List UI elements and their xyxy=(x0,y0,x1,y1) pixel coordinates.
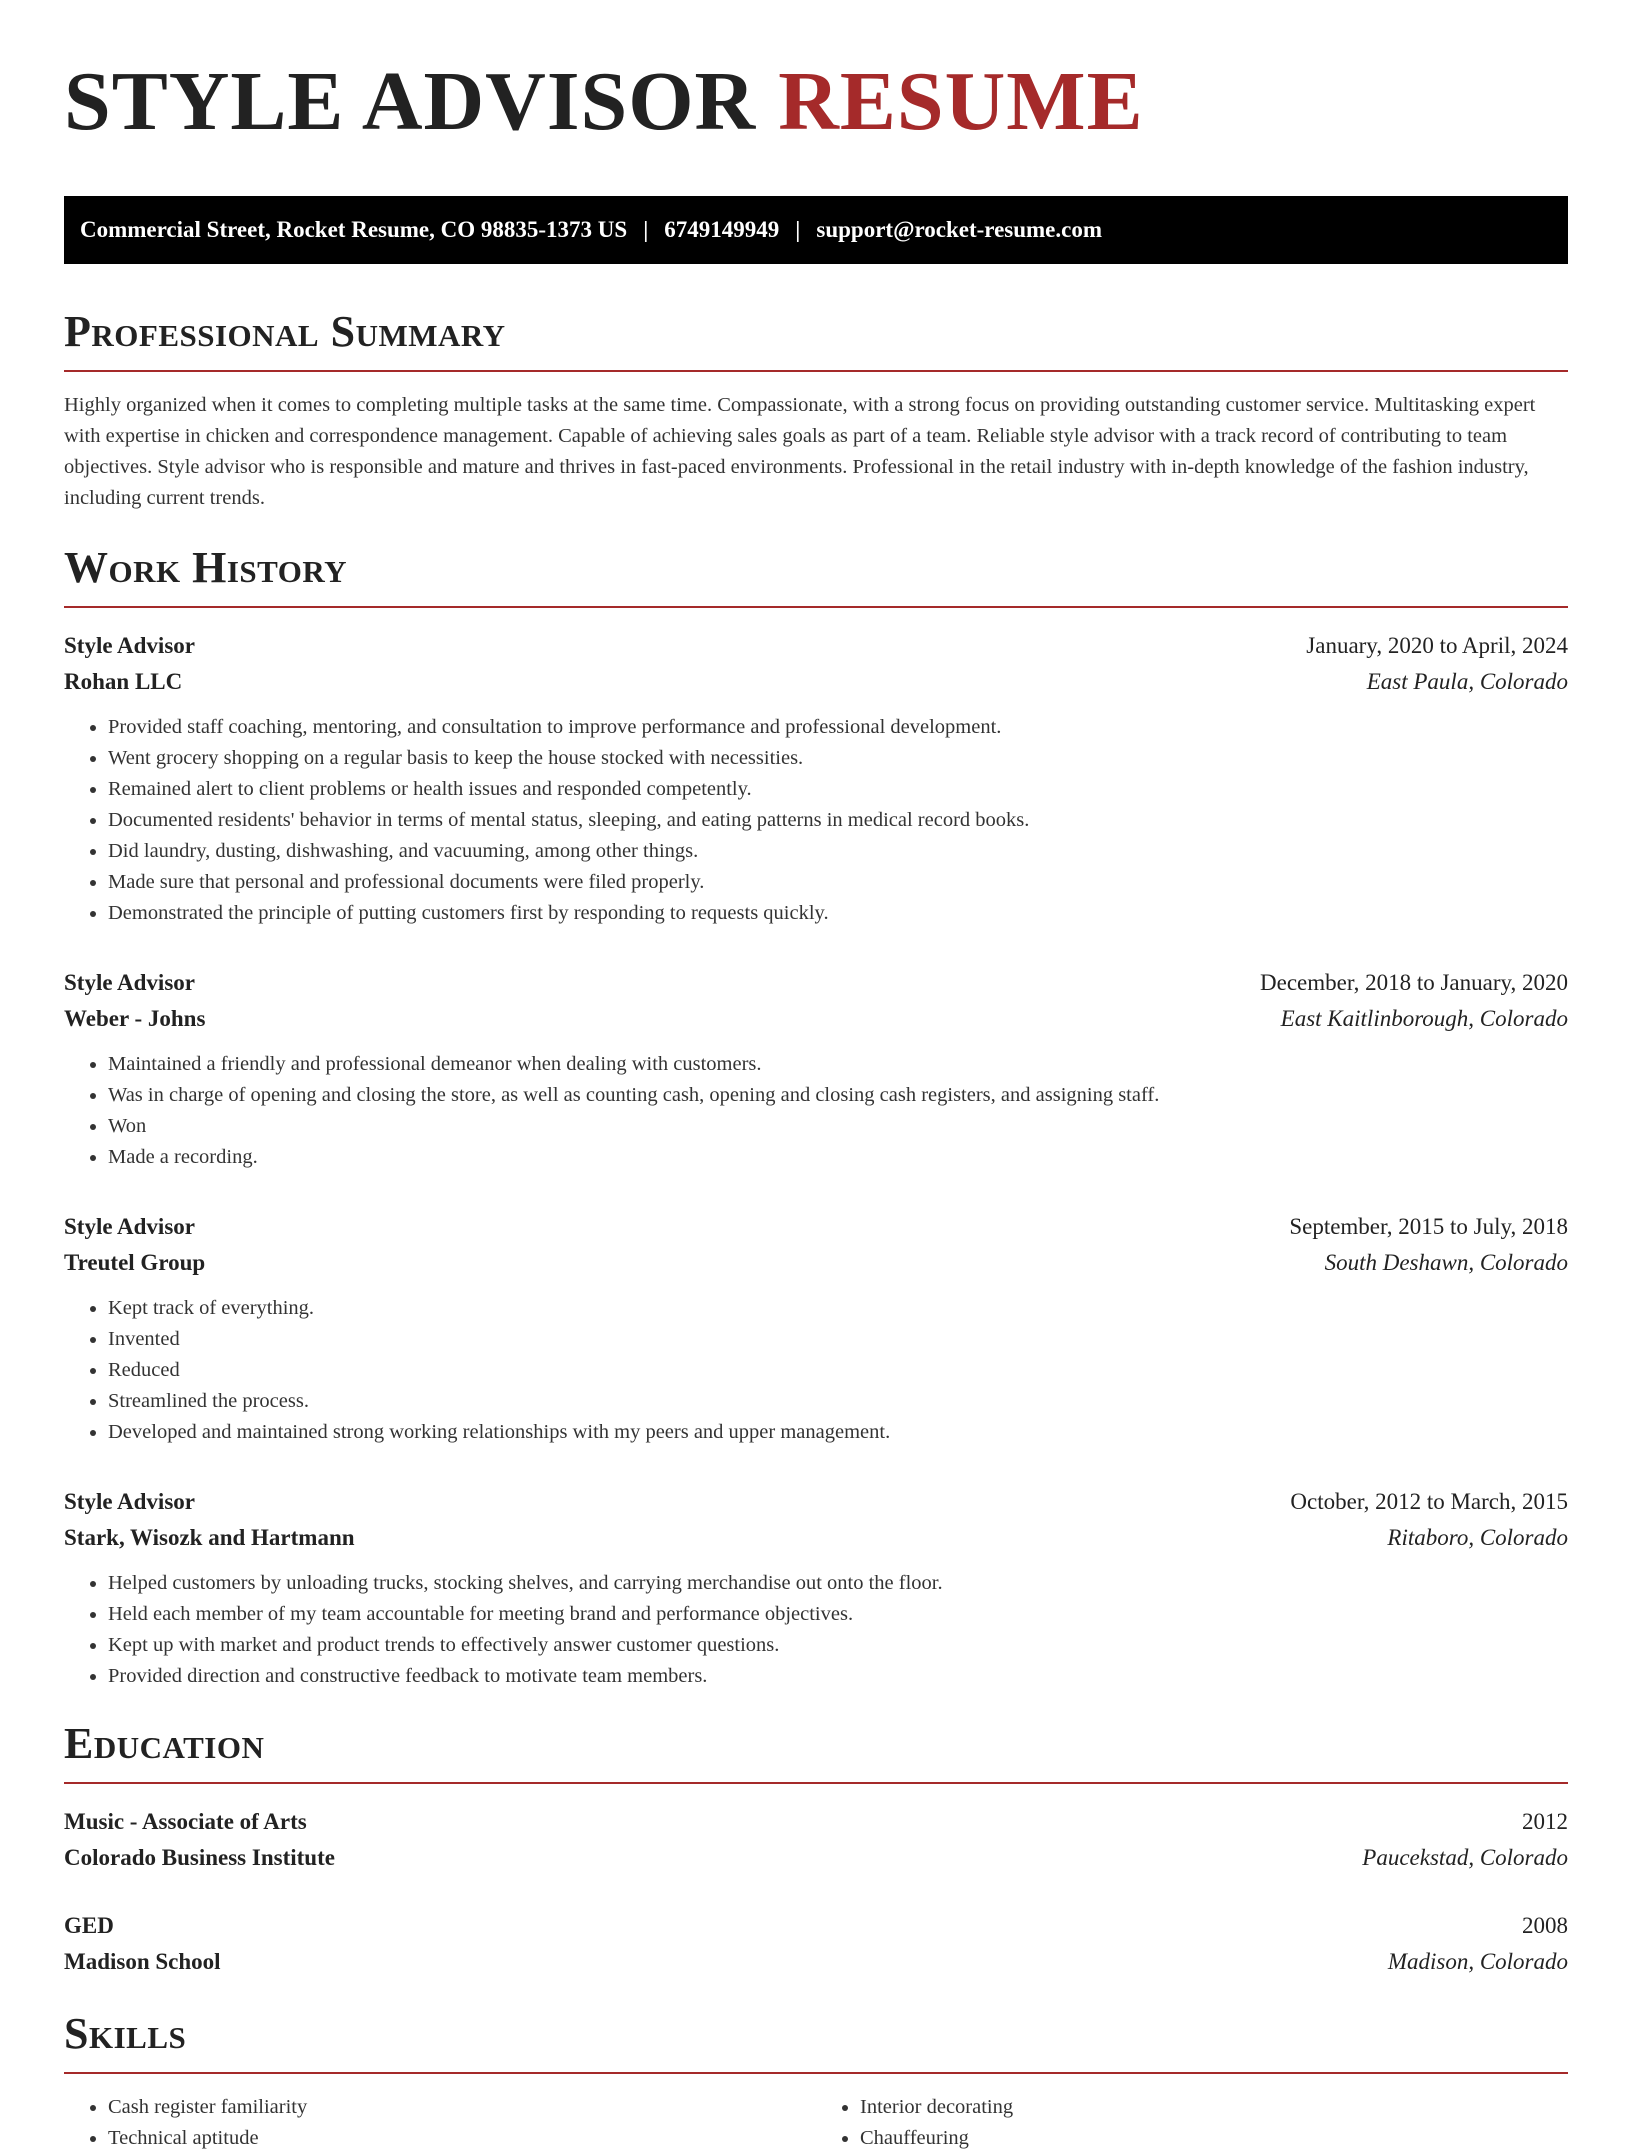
contact-bar xyxy=(64,196,1568,264)
duty-item: • Did laundry, dusting, dishwashing, and vacuuming, among other things. xyxy=(108,836,1568,867)
education-year: 2008 xyxy=(1522,1913,1568,1938)
section-divider xyxy=(64,1782,1568,1784)
duty-item: • Demonstrated the principle of putting customers first by responding to requests quickly. xyxy=(108,898,1568,929)
education-section xyxy=(64,1720,1568,1980)
contact-phone: 6749149949 xyxy=(664,217,780,242)
duty-item: • Maintained a friendly and professional demeanor when dealing with customers. xyxy=(108,1049,1568,1080)
job-title: Style Advisor xyxy=(64,1214,195,1239)
job-entry xyxy=(64,965,1568,1173)
education-entry xyxy=(64,1804,1568,1876)
job-dates: September, 2015 to July, 2018 xyxy=(1289,1214,1568,1239)
job-location: East Kaitlinborough, Colorado xyxy=(1280,1006,1568,1031)
duty-item: • Held each member of my team accountable for meeting brand and performance objectives. xyxy=(108,1599,1568,1630)
duty-item: • Provided direction and constructive feedback to motivate team members. xyxy=(108,1661,1568,1692)
job-company: Rohan LLC xyxy=(64,669,183,694)
duty-item: • Made sure that personal and professional documents were filed properly. xyxy=(108,867,1568,898)
job-dates: January, 2020 to April, 2024 xyxy=(1306,633,1568,658)
duty-item: • Documented residents' behavior in terms of mental status, sleeping, and eating patterns in medical record books. xyxy=(108,805,1568,836)
skills-column-right xyxy=(816,2092,1568,2154)
skills-list xyxy=(64,2092,1568,2154)
skill-item: • Cash register familiarity xyxy=(108,2092,816,2123)
duty-item: • Made a recording. xyxy=(108,1142,1568,1173)
duty-item: • Streamlined the process. xyxy=(108,1386,1568,1417)
education-school: Madison School xyxy=(64,1949,221,1974)
education-year: 2012 xyxy=(1522,1809,1568,1834)
job-location: Ritaboro, Colorado xyxy=(1387,1525,1568,1550)
summary-text: Highly organized when it comes to completing multiple tasks at the same time. Compassionate, with a strong focus on providing outstanding customer service. Multitasking expert with expertise in chicken and correspondence management. Capable of achieving sales goals as part of a team. Reliable style advisor with a track record of contributing to team objectives. Style advisor who is responsible and mature and thrives in fast-paced environments. Professional in the retail industry with in-depth knowledge of the fashion industry, including current trends. xyxy=(64,394,1536,509)
duty-item: • Was in charge of opening and closing the store, as well as counting cash, opening and closing cash registers, and assigning staff. xyxy=(108,1080,1568,1111)
skill-item: • Interior decorating xyxy=(860,2092,1568,2123)
title-main: STYLE ADVISOR xyxy=(64,55,757,148)
job-duties xyxy=(64,712,1568,929)
section-divider xyxy=(64,2072,1568,2074)
duty-item: • Invented xyxy=(108,1324,1568,1355)
contact-email: support@rocket-resume.com xyxy=(816,217,1103,242)
job-title: Style Advisor xyxy=(64,970,195,995)
job-title: Style Advisor xyxy=(64,1489,195,1514)
duty-item: • Kept track of everything. xyxy=(108,1293,1568,1324)
duty-item: • Won xyxy=(108,1111,1568,1142)
skill-item: • Chauffeuring xyxy=(860,2123,1568,2154)
job-dates: December, 2018 to January, 2020 xyxy=(1260,970,1568,995)
education-degree: GED xyxy=(64,1913,114,1938)
section-heading: Work History xyxy=(64,543,348,592)
job-entry xyxy=(64,1484,1568,1692)
education-location: Madison, Colorado xyxy=(1387,1949,1568,1974)
skill-item: • Technical aptitude xyxy=(108,2123,816,2154)
job-duties xyxy=(64,1568,1568,1692)
education-degree: Music - Associate of Arts xyxy=(64,1809,307,1834)
section-heading: Education xyxy=(64,1719,265,1768)
contact-separator: | xyxy=(795,217,801,242)
duty-item: • Helped customers by unloading trucks, stocking shelves, and carrying merchandise out onto the floor. xyxy=(108,1568,1568,1599)
section-heading: Professional Summary xyxy=(64,307,506,356)
duty-item: • Kept up with market and product trends to effectively answer customer questions. xyxy=(108,1630,1568,1661)
title-accent: RESUME xyxy=(778,55,1144,148)
skills-section xyxy=(64,2010,1568,2154)
job-entry xyxy=(64,628,1568,929)
education-entry xyxy=(64,1908,1568,1980)
section-heading: Skills xyxy=(64,2009,187,2058)
job-location: East Paula, Colorado xyxy=(1366,669,1568,694)
contact-separator: | xyxy=(643,217,649,242)
duty-item: • Provided staff coaching, mentoring, and consultation to improve performance and professional development. xyxy=(108,712,1568,743)
section-divider xyxy=(64,606,1568,608)
duty-item: • Developed and maintained strong working relationships with my peers and upper management. xyxy=(108,1417,1568,1448)
job-entry xyxy=(64,1209,1568,1448)
duty-item: • Remained alert to client problems or health issues and responded competently. xyxy=(108,774,1568,805)
job-duties xyxy=(64,1293,1568,1448)
job-title: Style Advisor xyxy=(64,633,195,658)
skills-column-left xyxy=(64,2092,816,2154)
education-school: Colorado Business Institute xyxy=(64,1845,335,1870)
job-company: Treutel Group xyxy=(64,1250,206,1275)
job-location: South Deshawn, Colorado xyxy=(1324,1250,1568,1275)
section-divider xyxy=(64,370,1568,372)
job-dates: October, 2012 to March, 2015 xyxy=(1290,1489,1568,1514)
job-company: Weber - Johns xyxy=(64,1006,206,1031)
work-history-section xyxy=(64,544,1568,1692)
contact-address: Commercial Street, Rocket Resume, CO 98835-1373 US xyxy=(80,217,628,242)
job-duties xyxy=(64,1049,1568,1173)
job-company: Stark, Wisozk and Hartmann xyxy=(64,1525,355,1550)
education-location: Paucekstad, Colorado xyxy=(1362,1845,1568,1870)
duty-item: • Reduced xyxy=(108,1355,1568,1386)
resume-title xyxy=(64,55,1568,148)
duty-item: • Went grocery shopping on a regular basis to keep the house stocked with necessities. xyxy=(108,743,1568,774)
summary-section xyxy=(64,308,1568,514)
